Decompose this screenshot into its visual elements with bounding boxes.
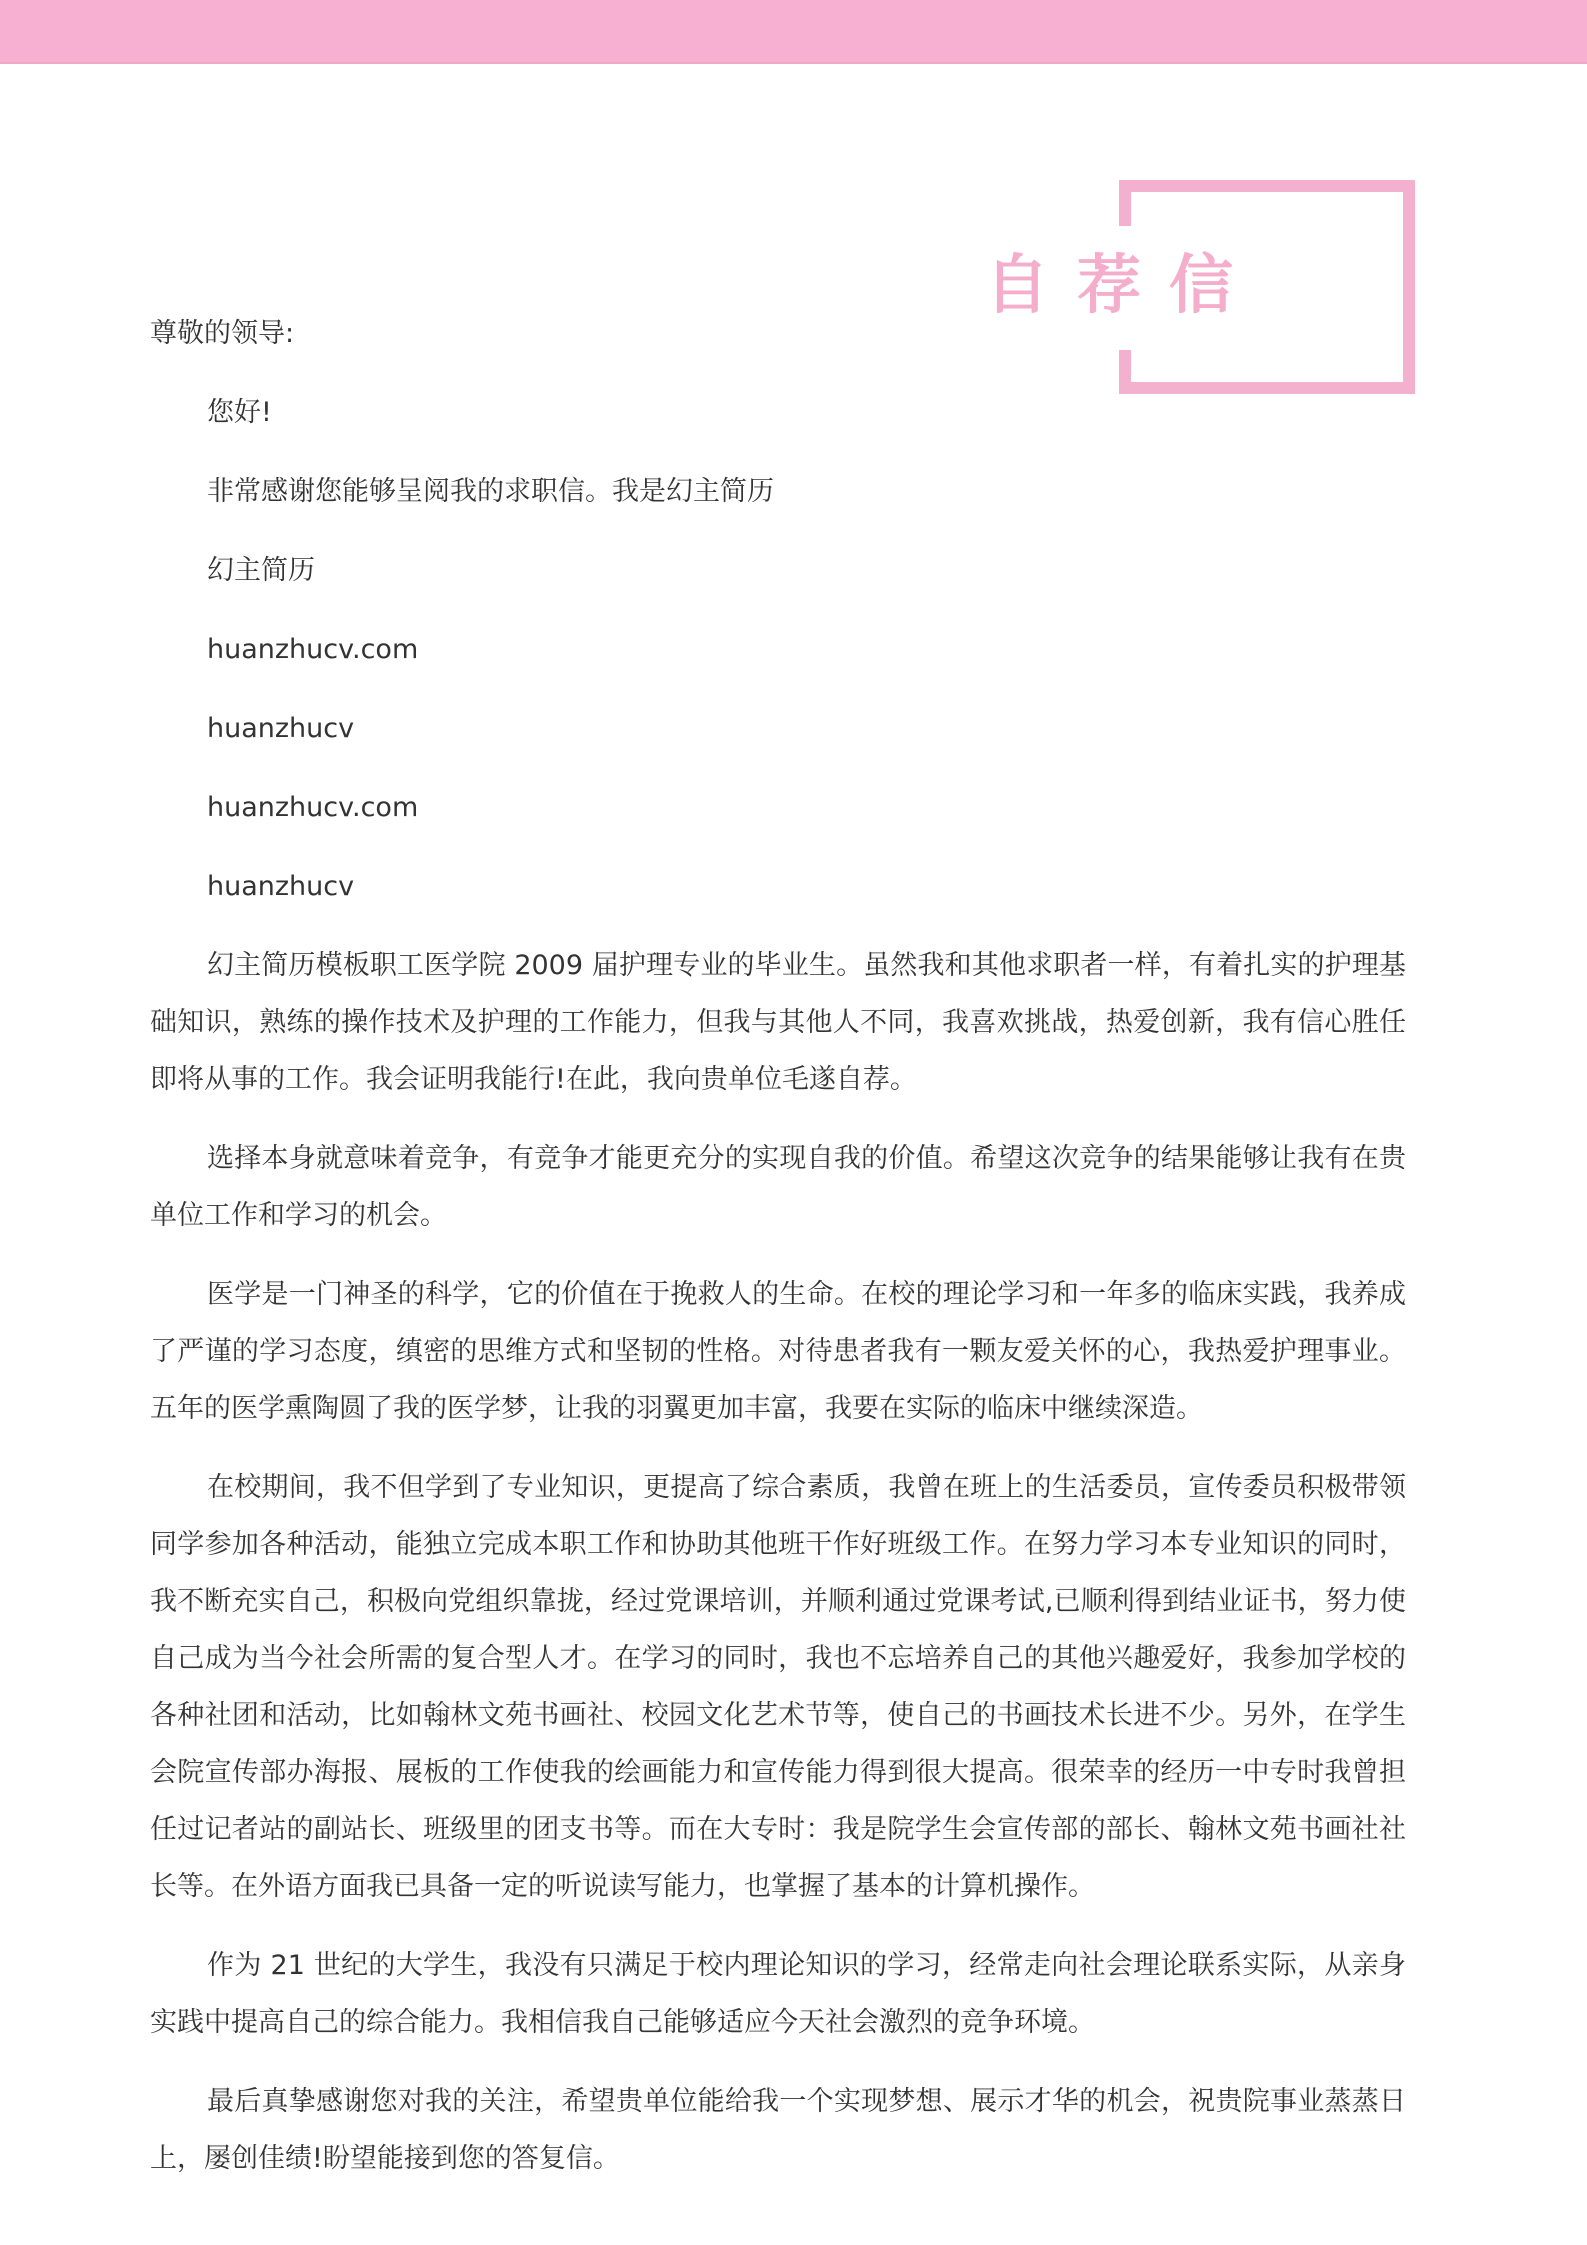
document-title: 自荐信 [985,248,1261,323]
paragraph-medicine: 医学是一门神圣的科学，它的价值在于挽救人的生命。在校的理论学习和一年多的临床实践，我养成了严谨的学习态度，缜密的思维方式和坚韧的性格。对待患者我有一颗友爱关怀的心，我热爱护理事业。五年的医学熏陶圆了我的医学梦，让我的羽翼更加丰富，我要在实际的临床中继续深造。 [150,1279,1406,1424]
name-line: huanzhucv [207,713,355,744]
header-band [0,0,1587,64]
paragraph-introduction: 幻主简历模板职工医学院 2009 届护理专业的毕业生。虽然我和其他求职者一样，有着扎实的护理基础知识，熟练的操作技术及护理的工作能力，但我与其他人不同，我喜欢挑战，热爱创新，我有信心胜任即将从事的工作。我会证明我能行!在此，我向贵单位毛遂自荐。 [150,950,1406,1095]
paragraph-school-experience: 在校期间，我不但学到了专业知识，更提高了综合素质，我曾在班上的生活委员，宣传委员积极带领同学参加各种活动，能独立完成本职工作和协助其他班干作好班级工作。在努力学习本专业知识的同时，我不断充实自己，积极向党组织靠拢，经过党课培训，并顺利通过党课考试,已顺利得到结业证书，努力使自己成为当今社会所需的复合型人才。在学习的同时，我也不忘培养自己的其他兴趣爱好，我参加学校的各种社团和活动，比如翰林文苑书画社、校园文化艺术节等，使自己的书画技术长进不少。另外，在学生会院宣传部办海报、展板的工作使我的绘画能力和宣传能力得到很大提高。很荣幸的经历一中专时我曾担任过记者站的副站长、班级里的团支书等。而在大专时：我是院学生会宣传部的部长、翰林文苑书画社社长等。在外语方面我已具备一定的听说读写能力，也掌握了基本的计算机操作。 [150,1472,1406,1902]
frame-top-border [1119,180,1415,192]
paragraph-competition: 选择本身就意味着竞争，有竞争才能更充分的实现自我的价值。希望这次竞争的结果能够让我有在贵单位工作和学习的机会。 [150,1143,1406,1231]
letter-body [150,305,1406,2187]
paragraph-practice: 作为 21 世纪的大学生，我没有只满足于校内理论知识的学习，经常走向社会理论联系实际，从亲身实践中提高自己的综合能力。我相信我自己能够适应今天社会激烈的竞争环境。 [150,1950,1406,2038]
intro-line: 幻主简历 [207,555,315,586]
intro-line: 非常感谢您能够呈阅我的求职信。我是幻主简历 [207,476,774,507]
salutation: 尊敬的领导: [150,318,295,349]
paragraph-closing: 最后真挚感谢您对我的关注，希望贵单位能给我一个实现梦想、展示才华的机会，祝贵院事业蒸蒸日上，屡创佳绩!盼望能接到您的答复信。 [150,2086,1406,2174]
name-line: huanzhucv [207,871,355,902]
greeting: 您好! [207,397,272,428]
frame-left-top-border [1119,180,1131,226]
website-line: huanzhucv.com [207,634,419,665]
website-line: huanzhucv.com [207,792,419,823]
